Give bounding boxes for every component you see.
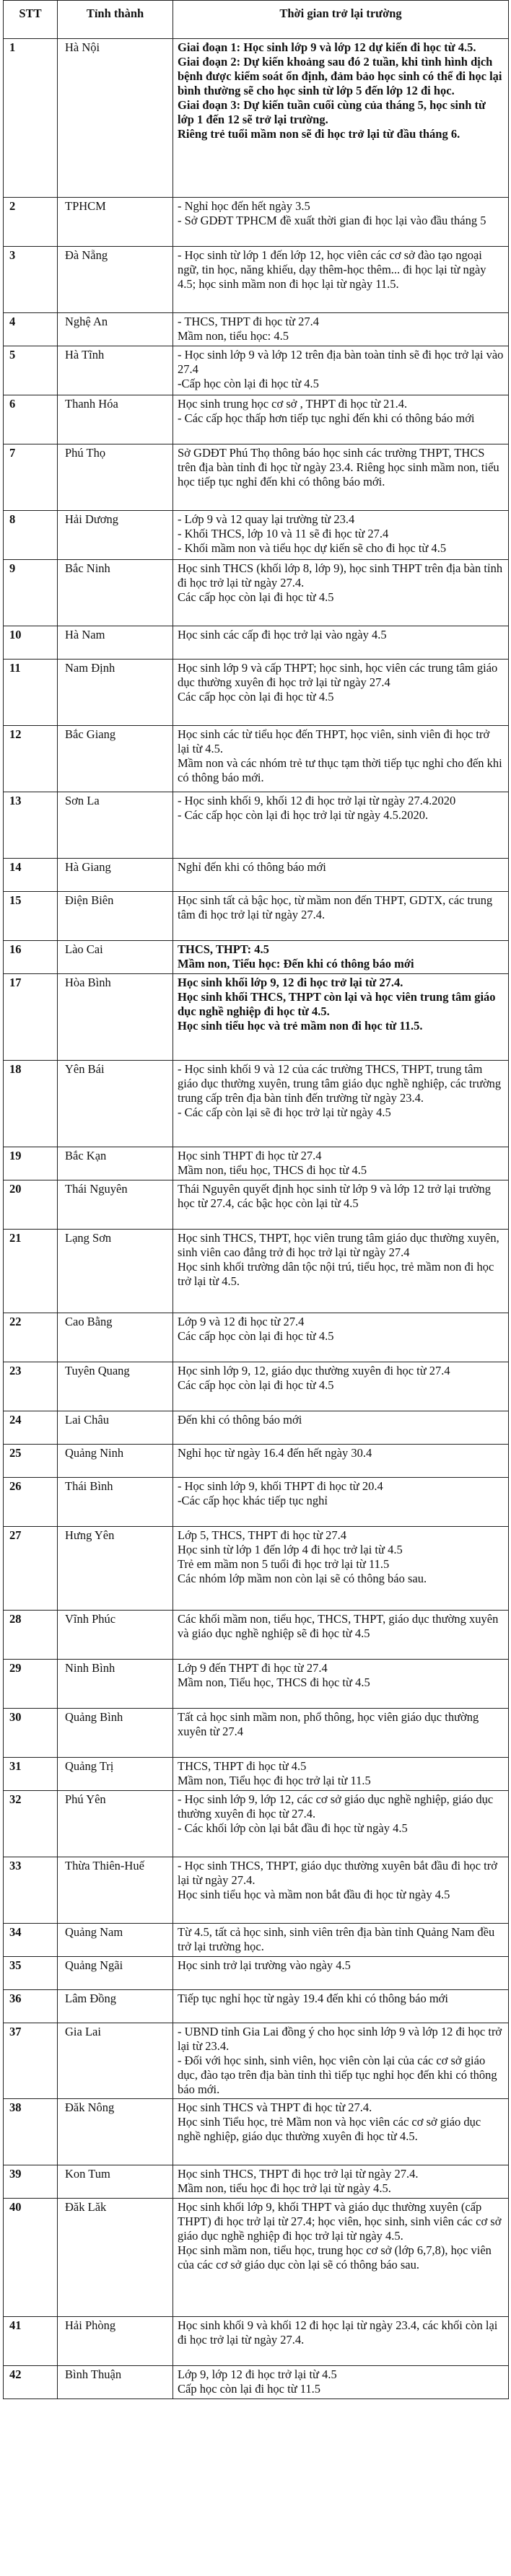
time-info-line: - Học sinh từ lớp 1 đến lớp 12, học viên các cơ sở đào tạo ngoại ngữ, tin học, năng khiếu, dạy thêm-học thêm... đi học lại từ ngày 4.5; học sinh mầm non đi học lại từ ngày 11.5. bbox=[178, 248, 486, 291]
table-row bbox=[4, 626, 509, 660]
row-province: Tuyên Quang bbox=[58, 1362, 173, 1411]
time-info-line: Sở GDĐT Phú Thọ thông báo học sinh các trường THPT, THCS trên địa bàn tỉnh đi học từ ngày 23.4. Riêng học sinh mầm non, tiểu học tiếp tục nghỉ đến khi có thông báo mới. bbox=[178, 446, 499, 489]
row-stt: 39 bbox=[4, 2165, 58, 2199]
row-province: Yên Bái bbox=[58, 1061, 173, 1147]
time-info-line: Học sinh trung học cơ sở , THPT đi học từ 21.4. bbox=[178, 397, 408, 411]
row-stt: 11 bbox=[4, 660, 58, 726]
table-row bbox=[4, 560, 509, 626]
row-time-info bbox=[173, 198, 509, 247]
row-province: Đà Nẵng bbox=[58, 247, 173, 313]
row-time-info bbox=[173, 39, 509, 198]
row-time-info bbox=[173, 2023, 509, 2099]
table-row bbox=[4, 1758, 509, 1791]
row-province: Bắc Kạn bbox=[58, 1147, 173, 1180]
row-time-info bbox=[173, 444, 509, 511]
row-stt: 8 bbox=[4, 511, 58, 560]
time-info-line: Tất cả học sinh mầm non, phổ thông, học viên giáo dục thường xuyên từ 27.4 bbox=[178, 1710, 479, 1738]
row-stt: 34 bbox=[4, 1924, 58, 1957]
row-province: Quảng Ngãi bbox=[58, 1957, 173, 1990]
row-time-info bbox=[173, 892, 509, 941]
row-stt: 38 bbox=[4, 2099, 58, 2165]
row-province: Lâm Đồng bbox=[58, 1990, 173, 2023]
row-province: Sơn La bbox=[58, 792, 173, 859]
time-info-line: Học sinh THCS, THPT đi học trở lại từ ngày 27.4. bbox=[178, 2167, 419, 2181]
time-info-line: Mầm non, Tiểu học: Đến khi có thông báo mới bbox=[178, 957, 414, 971]
row-time-info bbox=[173, 1180, 509, 1230]
time-info-line: Mầm non, Tiểu học, THCS đi học từ 4.5 bbox=[178, 1675, 370, 1689]
row-time-info bbox=[173, 1147, 509, 1180]
time-info-line: Học sinh THCS và THPT đi học từ 27.4. bbox=[178, 2100, 372, 2114]
table-row bbox=[4, 1180, 509, 1230]
row-province: Hòa Bình bbox=[58, 974, 173, 1061]
time-info-line: - UBND tỉnh Gia Lai đồng ý cho học sinh lớp 9 và lớp 12 đi học trở lại từ 23.4. bbox=[178, 2025, 502, 2053]
table-row bbox=[4, 198, 509, 247]
row-time-info bbox=[173, 2099, 509, 2165]
row-time-info bbox=[173, 1362, 509, 1411]
row-stt: 35 bbox=[4, 1957, 58, 1990]
row-time-info bbox=[173, 941, 509, 974]
row-time-info bbox=[173, 1758, 509, 1791]
row-province: Gia Lai bbox=[58, 2023, 173, 2099]
row-time-info bbox=[173, 1660, 509, 1709]
row-province: Hà Nội bbox=[58, 39, 173, 198]
row-stt: 14 bbox=[4, 859, 58, 892]
time-info-line: -Các cấp học khác tiếp tục nghỉ bbox=[178, 1494, 328, 1507]
row-province: Phú Thọ bbox=[58, 444, 173, 511]
table-row bbox=[4, 511, 509, 560]
table-row bbox=[4, 792, 509, 859]
row-province: Thái Nguyên bbox=[58, 1180, 173, 1230]
row-time-info bbox=[173, 1061, 509, 1147]
time-info-line: Các khối mầm non, tiểu học, THCS, THPT, giáo dục thường xuyên và giáo dục nghề nghiệp sẽ đi học từ 4.5 bbox=[178, 1612, 499, 1640]
row-time-info bbox=[173, 1924, 509, 1957]
row-province: Hải Phòng bbox=[58, 2317, 173, 2366]
row-time-info bbox=[173, 2366, 509, 2399]
row-time-info bbox=[173, 1990, 509, 2023]
row-time-info bbox=[173, 660, 509, 726]
table-row bbox=[4, 1660, 509, 1709]
row-time-info bbox=[173, 1709, 509, 1758]
row-stt: 9 bbox=[4, 560, 58, 626]
time-info-line: - Các cấp học thấp hơn tiếp tục nghỉ đến khi có thông báo mới bbox=[178, 411, 475, 425]
row-province: Quảng Bình bbox=[58, 1709, 173, 1758]
row-stt: 24 bbox=[4, 1411, 58, 1445]
table-header-row bbox=[4, 1, 509, 39]
row-stt: 37 bbox=[4, 2023, 58, 2099]
time-info-line: Học sinh tất cả bậc học, từ mầm non đến THPT, GDTX, các trung tâm đi học trở lại từ ngày 27.4. bbox=[178, 893, 493, 921]
table-row bbox=[4, 1709, 509, 1758]
school-reopening-table bbox=[3, 0, 509, 2399]
time-info-line: Nghỉ học từ ngày 16.4 đến hết ngày 30.4 bbox=[178, 1446, 372, 1460]
table-row bbox=[4, 726, 509, 792]
row-province: Bắc Ninh bbox=[58, 560, 173, 626]
table-row bbox=[4, 2199, 509, 2317]
table-row bbox=[4, 1313, 509, 1362]
row-province: Đăk Nông bbox=[58, 2099, 173, 2165]
time-info-line: Mầm non và các nhóm trẻ tư thục tạm thời tiếp tục nghỉ cho đến khi có thông báo mới. bbox=[178, 756, 502, 784]
table-row bbox=[4, 1362, 509, 1411]
row-stt: 15 bbox=[4, 892, 58, 941]
time-info-line: - Học sinh THCS, THPT, giáo dục thường xuyên bắt đầu đi học trở lại từ ngày 27.4. bbox=[178, 1859, 497, 1887]
time-info-line: Học sinh khối lớp 9, 12 đi học trở lại từ 27.4. bbox=[178, 976, 403, 989]
row-time-info bbox=[173, 1230, 509, 1313]
time-info-line: Học sinh khối THCS, THPT còn lại và học viên trung tâm giáo dục nghề nghiệp đi học từ 4.5. bbox=[178, 990, 496, 1018]
table-row bbox=[4, 2023, 509, 2099]
row-stt: 33 bbox=[4, 1857, 58, 1924]
row-stt: 22 bbox=[4, 1313, 58, 1362]
row-stt: 5 bbox=[4, 346, 58, 395]
row-province: Kon Tum bbox=[58, 2165, 173, 2199]
time-info-line: Lớp 5, THCS, THPT đi học từ 27.4 bbox=[178, 1528, 347, 1542]
time-info-line: Nghỉ đến khi có thông báo mới bbox=[178, 860, 326, 874]
row-stt: 10 bbox=[4, 626, 58, 660]
time-info-line: Học sinh khối trường dân tộc nội trú, tiểu học, trẻ mầm non đi học trở lại từ 4.5. bbox=[178, 1260, 494, 1288]
row-stt: 19 bbox=[4, 1147, 58, 1180]
row-stt: 28 bbox=[4, 1611, 58, 1660]
time-info-line: Riêng trẻ tuổi mầm non sẽ đi học trở lại từ đầu tháng 6. bbox=[178, 127, 460, 141]
row-province: Cao Bằng bbox=[58, 1313, 173, 1362]
row-province: Thừa Thiên-Huế bbox=[58, 1857, 173, 1924]
time-info-line: Mầm non, tiểu học, THCS đi học từ 4.5 bbox=[178, 1163, 367, 1177]
row-time-info bbox=[173, 2199, 509, 2317]
row-stt: 27 bbox=[4, 1527, 58, 1611]
table-row bbox=[4, 1791, 509, 1857]
time-info-line: THCS, THPT đi học từ 4.5 bbox=[178, 1759, 307, 1773]
time-info-line: Mầm non, tiểu học đi học trở lại từ ngày 4.5. bbox=[178, 2181, 391, 2195]
table-row bbox=[4, 974, 509, 1061]
time-info-line: Giai đoạn 1: Học sinh lớp 9 và lớp 12 dự kiến đi học từ 4.5. bbox=[178, 40, 476, 54]
table-row bbox=[4, 395, 509, 444]
time-info-line: Các cấp học còn lại đi học từ 4.5 bbox=[178, 1329, 334, 1343]
row-time-info bbox=[173, 2317, 509, 2366]
row-time-info bbox=[173, 859, 509, 892]
time-info-line: - Các khối lớp còn lại bắt đầu đi học từ ngày 4.5 bbox=[178, 1821, 408, 1835]
row-time-info bbox=[173, 395, 509, 444]
row-stt: 32 bbox=[4, 1791, 58, 1857]
table-row bbox=[4, 660, 509, 726]
time-info-line: - THCS, THPT đi học từ 27.4 bbox=[178, 315, 319, 328]
row-time-info bbox=[173, 626, 509, 660]
row-stt: 16 bbox=[4, 941, 58, 974]
time-info-line: Đến khi có thông báo mới bbox=[178, 1413, 302, 1427]
table-row bbox=[4, 1061, 509, 1147]
row-stt: 29 bbox=[4, 1660, 58, 1709]
row-time-info bbox=[173, 1445, 509, 1478]
time-info-line: - Học sinh lớp 9, khối THPT đi học từ 20.4 bbox=[178, 1479, 383, 1493]
time-info-line: Trẻ em mầm non 5 tuổi đi học trở lại từ 11.5 bbox=[178, 1557, 390, 1571]
row-stt: 26 bbox=[4, 1478, 58, 1527]
row-province: Quảng Ninh bbox=[58, 1445, 173, 1478]
time-info-line: Lớp 9 đến THPT đi học từ 27.4 bbox=[178, 1661, 328, 1675]
row-stt: 13 bbox=[4, 792, 58, 859]
time-info-line: Lớp 9 và 12 đi học từ 27.4 bbox=[178, 1315, 305, 1328]
time-info-line: Từ 4.5, tất cả học sinh, sinh viên trên địa bàn tỉnh Quảng Nam đều trở lại trường học. bbox=[178, 1925, 495, 1953]
row-stt: 3 bbox=[4, 247, 58, 313]
time-info-line: - Nghỉ học đến hết ngày 3.5 bbox=[178, 199, 310, 213]
row-stt: 31 bbox=[4, 1758, 58, 1791]
time-info-line: - Đối với học sinh, sinh viên, học viên còn lại của các cơ sở giáo dục, đào tạo trên địa bàn tỉnh thì tiếp tục nghỉ học đến khi có thông báo mới. bbox=[178, 2054, 497, 2096]
row-stt: 25 bbox=[4, 1445, 58, 1478]
row-time-info bbox=[173, 346, 509, 395]
row-province: Nam Định bbox=[58, 660, 173, 726]
row-province: Điện Biên bbox=[58, 892, 173, 941]
table-row bbox=[4, 313, 509, 346]
row-stt: 7 bbox=[4, 444, 58, 511]
row-time-info bbox=[173, 1791, 509, 1857]
table-row bbox=[4, 1957, 509, 1990]
table-row bbox=[4, 39, 509, 198]
time-info-line: - Học sinh khối 9 và 12 của các trường THCS, THPT, trung tâm giáo dục thường xuyên, trung tâm giáo dục nghề nghiệp, các trường trung cấp trên địa bàn tỉnh đến trường từ ngày 23.4. bbox=[178, 1062, 502, 1105]
row-stt: 12 bbox=[4, 726, 58, 792]
time-info-line: Học sinh THCS, THPT, học viên trung tâm giáo dục thường xuyên, sinh viên cao đẳng trở đi học trở lại từ ngày 27.4 bbox=[178, 1231, 499, 1259]
row-time-info bbox=[173, 1527, 509, 1611]
table-row bbox=[4, 1611, 509, 1660]
time-info-line: - Học sinh khối 9, khối 12 đi học trở lại từ ngày 27.4.2020 bbox=[178, 794, 456, 807]
row-province: Vĩnh Phúc bbox=[58, 1611, 173, 1660]
row-time-info bbox=[173, 726, 509, 792]
table-row bbox=[4, 1230, 509, 1313]
time-info-line: Giai đoạn 3: Dự kiến tuần cuối cùng của tháng 5, học sinh từ lớp 1 đến 12 sẽ trở lại trường. bbox=[178, 98, 486, 126]
table-row bbox=[4, 2366, 509, 2399]
time-info-line: Các cấp học còn lại đi học từ 4.5 bbox=[178, 1378, 334, 1392]
row-stt: 40 bbox=[4, 2199, 58, 2317]
time-info-line: Học sinh tiểu học và trẻ mầm non đi học từ 11.5. bbox=[178, 1019, 423, 1033]
row-time-info bbox=[173, 974, 509, 1061]
time-info-line: - Khối THCS, lớp 10 và 11 sẽ đi học từ 27.4 bbox=[178, 527, 389, 540]
row-stt: 2 bbox=[4, 198, 58, 247]
row-time-info bbox=[173, 1313, 509, 1362]
row-stt: 30 bbox=[4, 1709, 58, 1758]
table-row bbox=[4, 2317, 509, 2366]
time-info-line: Các nhóm lớp mầm non còn lại sẽ có thông báo sau. bbox=[178, 1572, 427, 1585]
time-info-line: Lớp 9, lớp 12 đi học trở lại từ 4.5 bbox=[178, 2367, 337, 2381]
row-stt: 41 bbox=[4, 2317, 58, 2366]
row-province: Quảng Nam bbox=[58, 1924, 173, 1957]
header-province: Tỉnh thành bbox=[58, 1, 173, 39]
row-province: Phú Yên bbox=[58, 1791, 173, 1857]
time-info-line: Học sinh mầm non, tiểu học, trung học cơ sở (lớp 6,7,8), học viên của các cơ sở giáo dục còn lại sẽ có thông báo sau. bbox=[178, 2243, 492, 2271]
row-province: Hải Dương bbox=[58, 511, 173, 560]
row-stt: 36 bbox=[4, 1990, 58, 2023]
row-time-info bbox=[173, 1611, 509, 1660]
table-row bbox=[4, 1478, 509, 1527]
time-info-line: Học sinh từ lớp 1 đến lớp 4 đi học trở lại từ 4.5 bbox=[178, 1543, 403, 1556]
table-row bbox=[4, 2099, 509, 2165]
row-time-info bbox=[173, 247, 509, 313]
row-stt: 42 bbox=[4, 2366, 58, 2399]
table-row bbox=[4, 247, 509, 313]
row-province: TPHCM bbox=[58, 198, 173, 247]
row-time-info bbox=[173, 313, 509, 346]
row-stt: 17 bbox=[4, 974, 58, 1061]
row-time-info bbox=[173, 1478, 509, 1527]
header-stt: STT bbox=[4, 1, 58, 39]
time-info-line: - Khối mầm non và tiểu học dự kiến sẽ cho đi học từ 4.5 bbox=[178, 541, 447, 555]
row-time-info bbox=[173, 1957, 509, 1990]
row-province: Thái Bình bbox=[58, 1478, 173, 1527]
row-province: Lạng Sơn bbox=[58, 1230, 173, 1313]
row-stt: 18 bbox=[4, 1061, 58, 1147]
time-info-line: Mầm non, Tiểu học đi học trở lại từ 11.5 bbox=[178, 1774, 371, 1787]
time-info-line: Các cấp học còn lại đi học từ 4.5 bbox=[178, 590, 334, 604]
row-province: Thanh Hóa bbox=[58, 395, 173, 444]
table-row bbox=[4, 892, 509, 941]
time-info-line: THCS, THPT: 4.5 bbox=[178, 942, 269, 956]
table-body bbox=[4, 39, 509, 2399]
row-province: Ninh Bình bbox=[58, 1660, 173, 1709]
time-info-line: Học sinh tiểu học và mầm non bắt đầu đi học từ ngày 4.5 bbox=[178, 1888, 450, 1901]
time-info-line: Cấp học còn lại đi học từ 11.5 bbox=[178, 2382, 321, 2396]
time-info-line: - Sở GDĐT TPHCM đề xuất thời gian đi học lại vào đầu tháng 5 bbox=[178, 214, 486, 227]
time-info-line: - Các cấp học còn lại đi học trở lại từ ngày 4.5.2020. bbox=[178, 808, 429, 822]
row-province: Đăk Lăk bbox=[58, 2199, 173, 2317]
row-time-info bbox=[173, 1857, 509, 1924]
table-row bbox=[4, 1990, 509, 2023]
time-info-line: Học sinh lớp 9 và cấp THPT; học sinh, học viên các trung tâm giáo dục thường xuyên đi học trở lại từ ngày 27.4 bbox=[178, 661, 498, 689]
table-row bbox=[4, 1924, 509, 1957]
row-stt: 6 bbox=[4, 395, 58, 444]
time-info-line: Tiếp tục nghỉ học từ ngày 19.4 đến khi có thông báo mới bbox=[178, 1992, 448, 2005]
time-info-line: Giai đoạn 2: Dự kiến khoảng sau đó 2 tuần, khi tình hình dịch bệnh được kiểm soát ổn định, đảm bảo học sinh có thể đi học lại bình thường sẽ cho học sinh từ lớp 5 đến lớp 12 đi học. bbox=[178, 55, 502, 97]
table-row bbox=[4, 1445, 509, 1478]
table-row bbox=[4, 2165, 509, 2199]
time-info-line: Học sinh trở lại trường vào ngày 4.5 bbox=[178, 1958, 351, 1972]
time-info-line: -Cấp học còn lại đi học từ 4.5 bbox=[178, 377, 319, 390]
time-info-line: Mầm non, tiểu học: 4.5 bbox=[178, 329, 289, 343]
table-row bbox=[4, 1527, 509, 1611]
time-info-line: Học sinh khối 9 và khối 12 đi học lại từ ngày 23.4, các khối còn lại đi học trở lại từ ngày 27.4. bbox=[178, 2318, 498, 2347]
row-province: Lai Châu bbox=[58, 1411, 173, 1445]
row-stt: 1 bbox=[4, 39, 58, 198]
time-info-line: - Học sinh lớp 9 và lớp 12 trên địa bàn toàn tỉnh sẽ đi học trở lại vào 27.4 bbox=[178, 348, 504, 376]
row-time-info bbox=[173, 560, 509, 626]
row-province: Bình Thuận bbox=[58, 2366, 173, 2399]
row-province: Hưng Yên bbox=[58, 1527, 173, 1611]
time-info-line: Thái Nguyên quyết định học sinh từ lớp 9 và lớp 12 trở lại trường học từ 27.4, các bậc học còn lại từ 4.5 bbox=[178, 1182, 492, 1210]
row-stt: 23 bbox=[4, 1362, 58, 1411]
time-info-line: Học sinh Tiểu học, trẻ Mầm non và học viên các cơ sở giáo dục nghề nghiệp, giáo dục thường xuyên đi học từ 4.5. bbox=[178, 2115, 481, 2143]
row-time-info bbox=[173, 2165, 509, 2199]
row-province: Lào Cai bbox=[58, 941, 173, 974]
time-info-line: - Lớp 9 và 12 quay lại trường từ 23.4 bbox=[178, 512, 355, 526]
time-info-line: - Học sinh lớp 9, lớp 12, các cơ sở giáo dục nghề nghiệp, giáo dục thường xuyên đi học từ 27.4. bbox=[178, 1792, 494, 1821]
time-info-line: Học sinh lớp 9, 12, giáo dục thường xuyên đi học từ 27.4 bbox=[178, 1364, 450, 1377]
row-province: Hà Giang bbox=[58, 859, 173, 892]
row-province: Quảng Trị bbox=[58, 1758, 173, 1791]
row-stt: 4 bbox=[4, 313, 58, 346]
time-info-line: Các cấp học còn lại đi học từ 4.5 bbox=[178, 690, 334, 704]
time-info-line: Học sinh các cấp đi học trở lại vào ngày 4.5 bbox=[178, 628, 387, 641]
time-info-line: Học sinh THPT đi học từ 27.4 bbox=[178, 1149, 322, 1162]
row-province: Bắc Giang bbox=[58, 726, 173, 792]
row-time-info bbox=[173, 1411, 509, 1445]
table-row bbox=[4, 346, 509, 395]
row-province: Nghệ An bbox=[58, 313, 173, 346]
table-row bbox=[4, 1147, 509, 1180]
row-time-info bbox=[173, 792, 509, 859]
header-time: Thời gian trở lại trường bbox=[173, 1, 509, 39]
row-province: Hà Tĩnh bbox=[58, 346, 173, 395]
time-info-line: Học sinh THCS (khối lớp 8, lớp 9), học sinh THPT trên địa bàn tỉnh đi học trở lại từ ngày 27.4. bbox=[178, 561, 503, 590]
time-info-line: - Các cấp còn lại sẽ đi học trở lại từ ngày 4.5 bbox=[178, 1105, 391, 1119]
table-row bbox=[4, 444, 509, 511]
time-info-line: Học sinh khối lớp 9, khối THPT và giáo dục thường xuyên (cấp THPT) đi học trở lại từ 27.4; học viên, học sinh, sinh viên các cơ sở giáo dục nghề nghiệp đi học trở lại từ ngày 4.5. bbox=[178, 2200, 502, 2243]
row-stt: 20 bbox=[4, 1180, 58, 1230]
table-row bbox=[4, 941, 509, 974]
row-stt: 21 bbox=[4, 1230, 58, 1313]
time-info-line: Học sinh các từ tiểu học đến THPT, học viên, sinh viên đi học trở lại từ 4.5. bbox=[178, 727, 490, 755]
row-province: Hà Nam bbox=[58, 626, 173, 660]
row-time-info bbox=[173, 511, 509, 560]
table-row bbox=[4, 859, 509, 892]
table-row bbox=[4, 1411, 509, 1445]
table-row bbox=[4, 1857, 509, 1924]
